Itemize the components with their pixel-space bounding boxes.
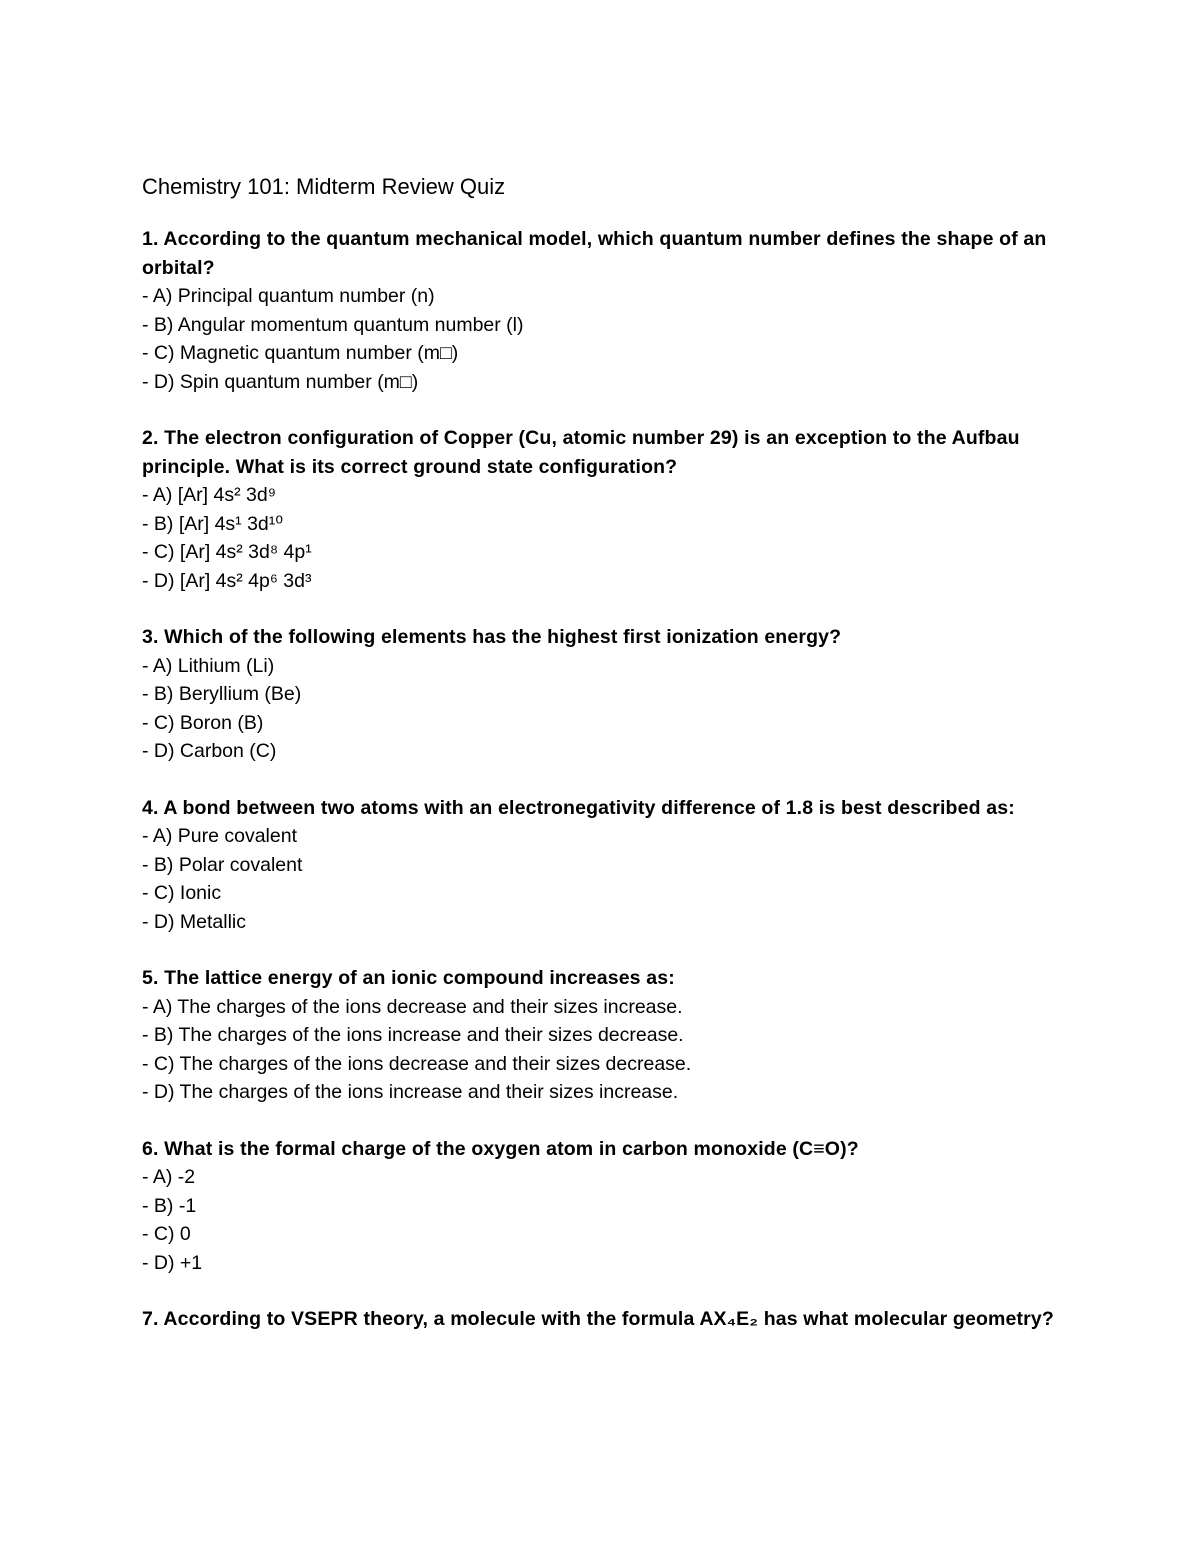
option-a: - A) Pure covalent <box>142 825 297 847</box>
option-c: - C) Ionic <box>142 882 222 904</box>
option-d: - D) Carbon (C) <box>142 740 277 762</box>
option-b: - B) Beryllium (Be) <box>142 683 302 705</box>
question-text: 4. A bond between two atoms with an electronegativity difference of 1.8 is best described as: <box>142 796 1015 819</box>
option-d: - D) [Ar] 4s² 4p⁶ 3d³ <box>142 569 312 592</box>
option-c: - C) 0 <box>142 1223 191 1245</box>
option-d: - D) The charges of the ions increase and their sizes increase. <box>142 1081 679 1103</box>
option-b: - B) Polar covalent <box>142 853 303 876</box>
question-4 <box>142 794 1082 937</box>
option-b: - B) -1 <box>142 1194 197 1217</box>
option-a: - A) Lithium (Li) <box>142 654 275 677</box>
option-b: - B) Angular momentum quantum number (l) <box>142 313 524 336</box>
question-3 <box>142 623 1082 766</box>
question-text: 3. Which of the following elements has the highest first ionization energy? <box>142 626 842 648</box>
question-2 <box>142 424 1082 595</box>
option-d: - D) +1 <box>142 1251 203 1274</box>
option-c: - C) The charges of the ions decrease and their sizes decrease. <box>142 1052 692 1075</box>
option-a: - A) -2 <box>142 1166 196 1188</box>
option-a: - A) The charges of the ions decrease and their sizes increase. <box>142 995 683 1018</box>
question-5 <box>142 964 1082 1107</box>
document-page <box>142 171 1082 1362</box>
option-c: - C) Magnetic quantum number (m□) <box>142 342 459 364</box>
option-d: - D) Spin quantum number (m□) <box>142 370 419 393</box>
option-a: - A) [Ar] 4s² 3d⁹ <box>142 484 277 506</box>
document-title: Chemistry 101: Midterm Review Quiz <box>142 174 506 199</box>
question-1 <box>142 225 1082 396</box>
question-text: 7. According to VSEPR theory, a molecule with the formula AX₄E₂ has what molecular geometry? <box>142 1308 1054 1330</box>
option-b: - B) The charges of the ions increase and their sizes decrease. <box>142 1024 684 1046</box>
option-c: - C) Boron (B) <box>142 711 264 734</box>
question-text: 6. What is the formal charge of the oxygen atom in carbon monoxide (C≡O)? <box>142 1137 859 1160</box>
question-text: 2. The electron configuration of Copper (Cu, atomic number 29) is an exception to the Aufbau principle. What is its correct ground state configuration? <box>142 427 1020 478</box>
question-6 <box>142 1135 1082 1278</box>
option-b: - B) [Ar] 4s¹ 3d¹⁰ <box>142 512 284 535</box>
question-text: 1. According to the quantum mechanical model, which quantum number defines the shape of an orbital? <box>142 228 1047 279</box>
question-7 <box>142 1305 1082 1334</box>
option-a: - A) Principal quantum number (n) <box>142 285 435 307</box>
option-d: - D) Metallic <box>142 910 247 933</box>
option-c: - C) [Ar] 4s² 3d⁸ 4p¹ <box>142 541 312 563</box>
question-text: 5. The lattice energy of an ionic compound increases as: <box>142 967 675 989</box>
